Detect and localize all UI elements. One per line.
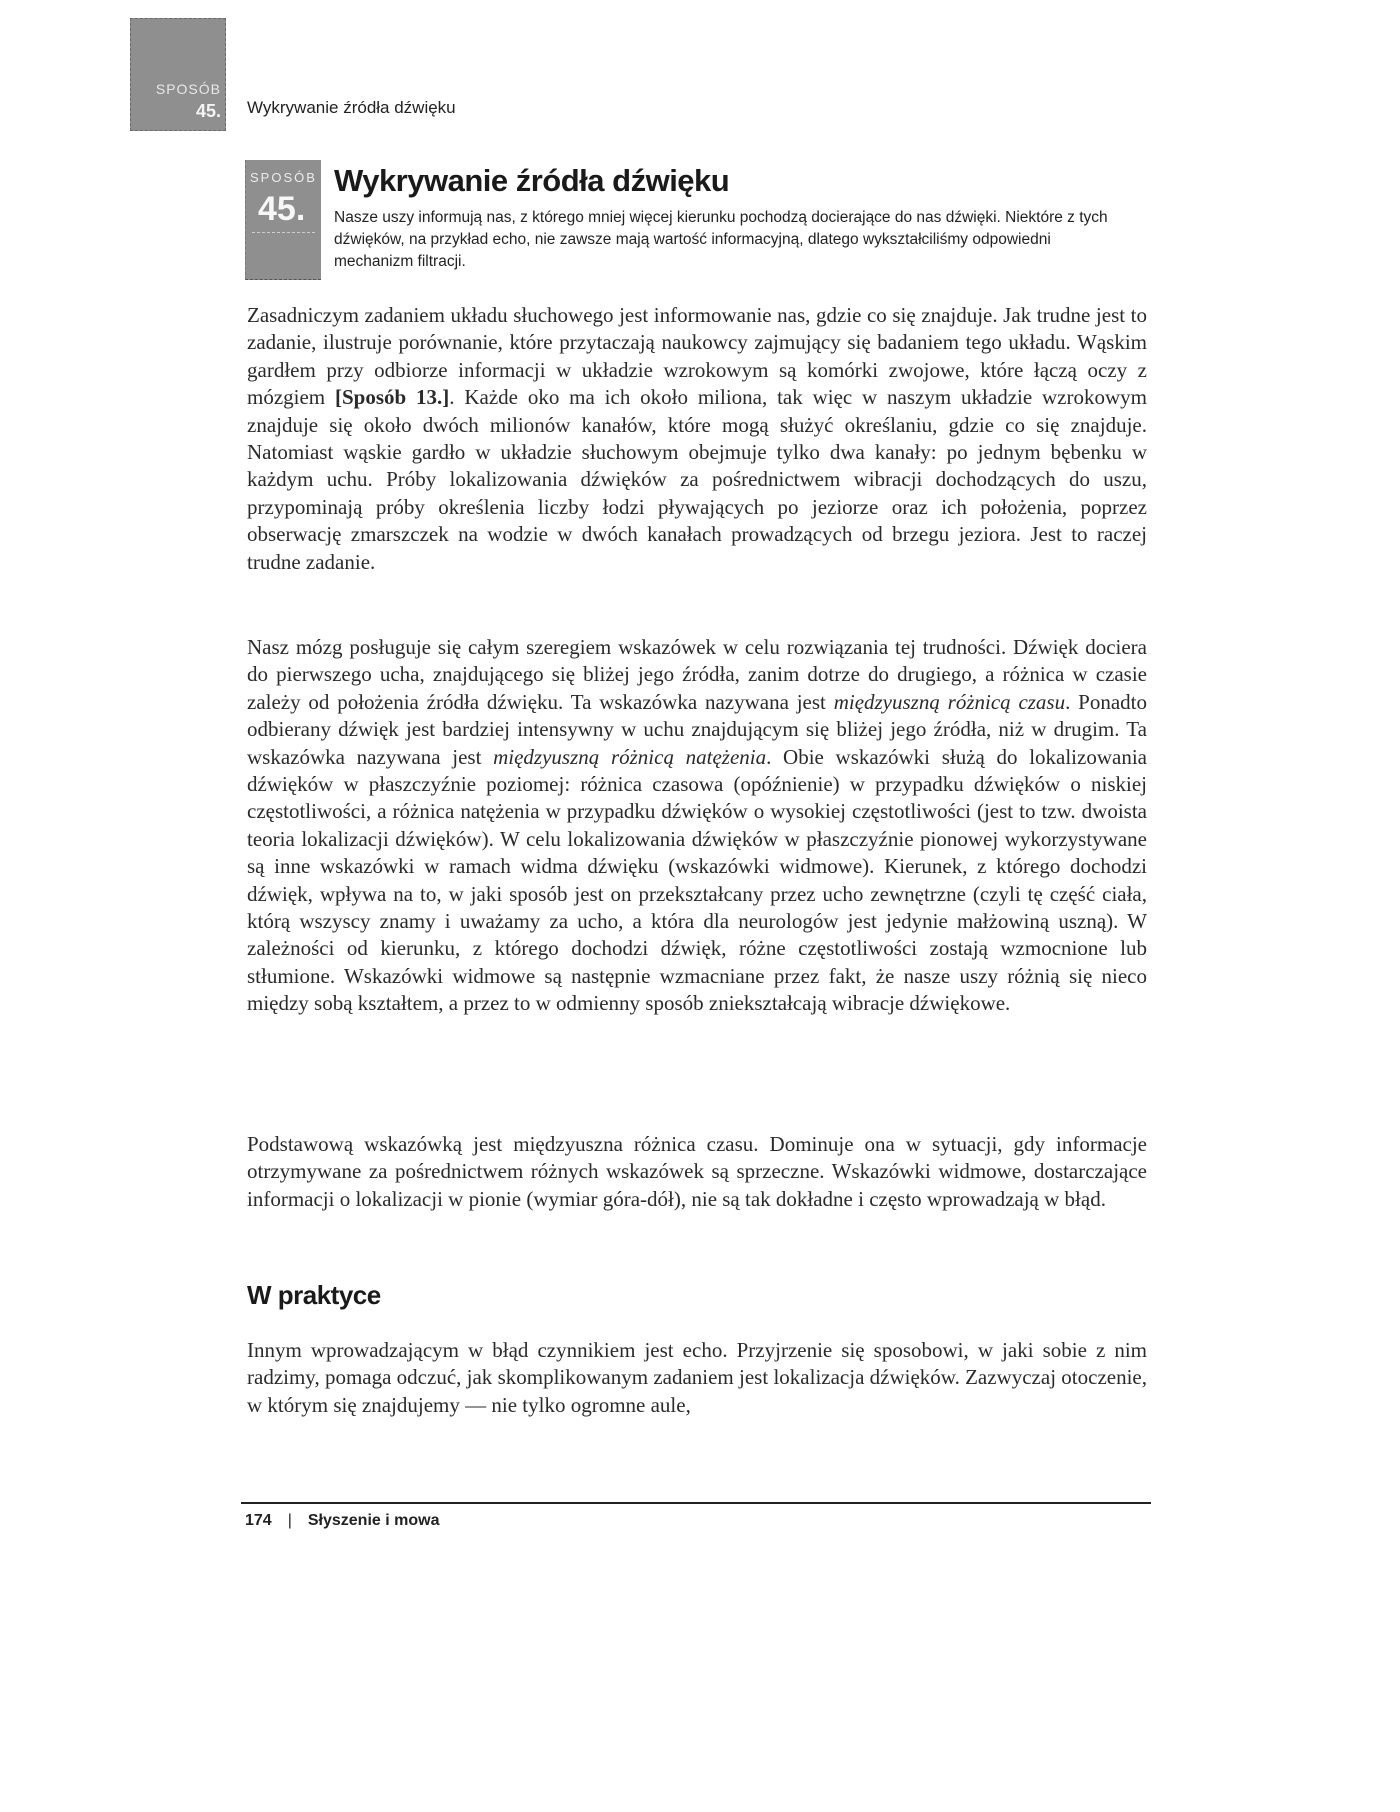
running-header-tab — [130, 18, 226, 131]
cross-reference-link[interactable]: [Sposób 13.] — [334, 385, 450, 410]
running-header-tab-label: SPOSÓB — [155, 81, 221, 97]
section-title: Wykrywanie źródła dźwięku — [334, 163, 730, 198]
paragraph-2-text-c: . Obie wskazówki służą do lokalizowania dźwięków w płaszczyźnie poziomej: różnica czasowa (opóźnienie) w przypadku dźwięków o niskiej częstotliwości, a różnica natężenia w przypadku dźwięków o wysokiej częstotliwości (jest to tzw. dwoista teoria lokalizacji dźwięków). W celu lokalizowania dźwięków w płaszczyźnie pionowej wykorzystywane są inne wskazówki w ramach widma dźwięku (wskazówki widmowe). Kierunek, z którego dochodzi dźwięk, wpływa na to, w jaki sposób jest on przekształcany przez ucho zewnętrzne (czyli tę część ciała, którą wszyscy znamy i uważamy za ucho, a która dla neurologów jest jedynie małżowiną uszną). W zależności od kierunku, z którego dochodzi dźwięk, różne częstotliwości zostają wzmocnione lub stłumione. Wskazówki widmowe są następnie wzmacniane przez fakt, że nasze uszy różnią się nieco między sobą kształtem, a przez to w odmienny sposób zniekształcają wibracje dźwiękowe. — [247, 744, 1147, 1016]
page-number: 174 — [245, 1512, 272, 1529]
body-paragraph-2 — [247, 634, 1147, 1018]
footer-separator: | — [287, 1512, 292, 1529]
section-intro: Nasze uszy informują nas, z którego mniej więcej kierunku pochodzą docierające do nas dźwięki. Niektóre z tych dźwięków, na przykład echo, nie zawsze mają wartość informacyjną, dlatego wykształciliśmy odpowiedni mechanizm filtracji. — [334, 209, 1108, 270]
chapter-title: Słyszenie i mowa — [307, 1512, 440, 1529]
body-paragraph-4: Innym wprowadzającym w błąd czynnikiem jest echo. Przyjrzenie się sposobowi, w jaki sobie z nim radzimy, pomaga odczuć, jak skomplikowanym zadaniem jest lokalizacja dźwięków. Zazwyczaj otoczenie, w którym się znajdujemy — nie tylko ogromne aule, — [247, 1338, 1147, 1417]
subheading: W praktyce — [247, 1280, 381, 1310]
section-tab — [245, 160, 321, 280]
section-tab-label: SPOSÓB — [250, 170, 317, 185]
paragraph-1-text-a: Zasadniczym zadaniem układu słuchowego jest informowanie nas, gdzie co się znajduje. Jak trudne jest to zadanie, ilustruje porównanie, które przytaczają naukowcy zajmujący się badaniem tego układu. Wąskim gardłem przy odbiorze informacji w układzie wzrokowym są komórki zwojowe, które łączą oczy z mózgiem — [247, 303, 1147, 410]
term-interaural-level-difference: międzyuszną różnicą natężenia — [493, 744, 767, 769]
running-header-tab-number: 45. — [195, 101, 221, 121]
paragraph-2-text-a: Nasz mózg posługuje się całym szeregiem wskazówek w celu rozwiązania tej trudności. Dźwięk dociera do pierwszego ucha, znajdującego się bliżej jego źródła, zanim dotrze do drugiego, a różnica w czasie zależy od położenia źródła dźwięku. Ta wskazówka nazywana jest — [247, 635, 1147, 714]
footer-rule — [241, 1502, 1151, 1504]
footer — [245, 1512, 439, 1530]
paragraph-2-text-b: . Ponadto odbierany dźwięk jest bardziej intensywny w uchu znajdującym się bliżej jego źródła, niż w drugim. Ta wskazówka nazywana jest — [247, 689, 1147, 769]
body-paragraph-3: Podstawową wskazówką jest międzyuszna różnica czasu. Dominuje ona w sytuacji, gdy informacje otrzymywane za pośrednictwem różnych wskazówek są sprzeczne. Wskazówki widmowe, dostarczające informacji o lokalizacji w pionie (wymiar góra-dół), nie są tak dokładne i często wprowadzają w błąd. — [247, 1132, 1147, 1211]
running-header-title: Wykrywanie źródła dźwięku — [247, 98, 456, 117]
section-tab-divider — [252, 232, 315, 233]
term-interaural-time-difference: międzyuszną różnicą czasu — [833, 689, 1066, 714]
body-paragraph-1 — [247, 302, 1147, 576]
paragraph-1-text-b: . Każde oko ma ich około miliona, tak więc w naszym układzie wzrokowym znajduje się około dwóch milionów kanałów, które mogą służyć określaniu, gdzie co się znajduje. Natomiast wąskie gardło w układzie słuchowym obejmuje tylko dwa kanały: po jednym bębenku w każdym uchu. Próby lokalizowania dźwięków za pośrednictwem wibracji dochodzących do uszu, przypominają próby określenia liczby łodzi pływających po jeziorze oraz ich położenia, poprzez obserwację zmarszczek na wodzie w dwóch kanałach prowadzących od brzegu jeziora. Jest to raczej trudne zadanie. — [247, 385, 1147, 574]
section-tab-number: 45. — [258, 190, 306, 228]
